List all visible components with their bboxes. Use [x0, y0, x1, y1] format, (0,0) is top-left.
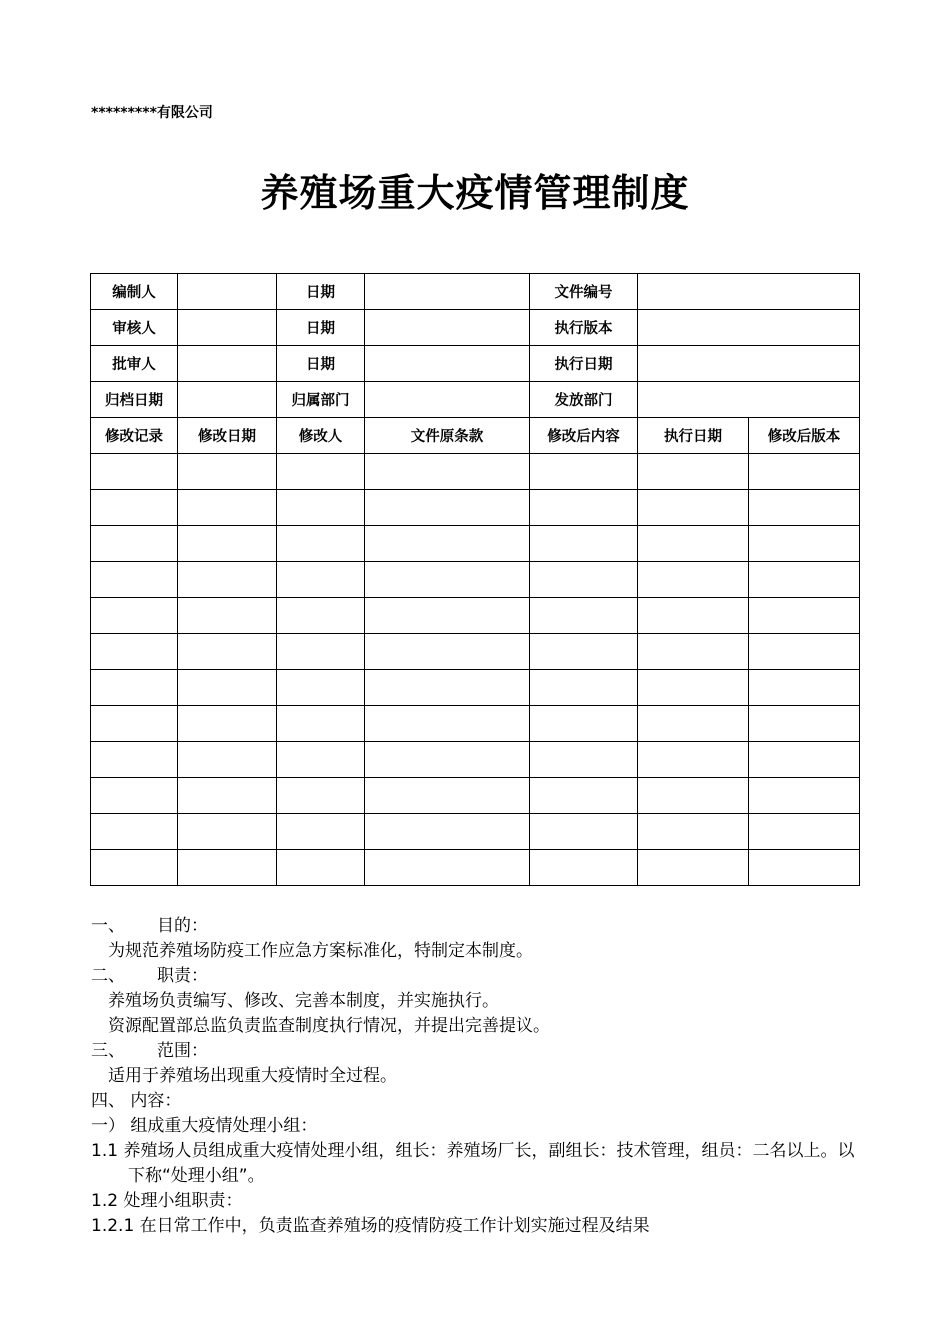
revision-cell [638, 634, 749, 670]
section-text: 为规范养殖场防疫工作应急方案标准化，特制定本制度。 [108, 941, 533, 961]
revision-cell [277, 526, 365, 562]
field-value [178, 274, 277, 310]
field-value [638, 274, 860, 310]
revision-cell [749, 598, 860, 634]
revision-cell [178, 526, 277, 562]
revision-cell [530, 598, 638, 634]
revision-cell [530, 706, 638, 742]
revision-cell [530, 778, 638, 814]
revision-row [91, 562, 860, 598]
table-header-cell: 修改日期 [178, 418, 277, 454]
header-row [91, 382, 860, 418]
revision-cell [749, 490, 860, 526]
revision-cell [749, 706, 860, 742]
revision-cell [365, 850, 530, 886]
header-row [91, 310, 860, 346]
revision-cell [530, 670, 638, 706]
revision-cell [91, 778, 178, 814]
revision-cell [365, 598, 530, 634]
revision-cell [530, 634, 638, 670]
revision-cell [365, 634, 530, 670]
field-value [638, 346, 860, 382]
revision-cell [178, 454, 277, 490]
revision-cell [638, 526, 749, 562]
revision-cell [91, 490, 178, 526]
revision-cell [178, 778, 277, 814]
revision-cell [749, 742, 860, 778]
section-text: 资源配置部总监负责监查制度执行情况，并提出完善提议。 [108, 1016, 550, 1036]
revision-cell [91, 814, 178, 850]
revision-row [91, 454, 860, 490]
revision-cell [277, 454, 365, 490]
revision-cell [638, 670, 749, 706]
revision-cell [178, 850, 277, 886]
revision-row [91, 598, 860, 634]
revision-cell [365, 454, 530, 490]
revision-cell [749, 526, 860, 562]
revision-cell [91, 850, 178, 886]
revision-cell [91, 526, 178, 562]
revision-row [91, 742, 860, 778]
revision-cell [178, 562, 277, 598]
field-label: 日期 [277, 274, 365, 310]
field-value [178, 382, 277, 418]
revision-cell [365, 490, 530, 526]
clause-text: 1.2.1 在日常工作中，负责监查养殖场的疫情防疫工作计划实施过程及结果 [91, 1216, 650, 1236]
field-value [365, 310, 530, 346]
section-heading: 三、 范围： [91, 1041, 208, 1061]
revision-cell [530, 814, 638, 850]
revision-cell [638, 454, 749, 490]
revision-cell [365, 742, 530, 778]
revision-cell [638, 490, 749, 526]
field-value [178, 346, 277, 382]
revision-cell [638, 562, 749, 598]
revision-cell [365, 526, 530, 562]
revision-cell [277, 814, 365, 850]
revision-cell [365, 778, 530, 814]
field-label: 归档日期 [91, 382, 178, 418]
field-label: 日期 [277, 346, 365, 382]
field-label: 日期 [277, 310, 365, 346]
revision-cell [749, 454, 860, 490]
revision-cell [365, 814, 530, 850]
revision-cell [277, 778, 365, 814]
field-label: 执行版本 [530, 310, 638, 346]
revision-cell [91, 598, 178, 634]
revision-cell [749, 778, 860, 814]
revision-cell [749, 634, 860, 670]
revision-row [91, 634, 860, 670]
revision-cell [365, 706, 530, 742]
document-control-table [90, 273, 860, 886]
revision-cell [277, 706, 365, 742]
revision-cell [749, 562, 860, 598]
section-heading: 四、 内容： [91, 1091, 182, 1111]
revision-cell [530, 454, 638, 490]
section-text: 养殖场负责编写、修改、完善本制度，并实施执行。 [108, 991, 499, 1011]
revision-cell [530, 490, 638, 526]
revision-cell [749, 670, 860, 706]
revision-cell [365, 670, 530, 706]
revision-cell [530, 850, 638, 886]
revision-cell [638, 742, 749, 778]
table-header-cell: 修改后内容 [530, 418, 638, 454]
table-header-cell: 修改后版本 [749, 418, 860, 454]
field-value [638, 310, 860, 346]
revision-cell [277, 634, 365, 670]
field-value [365, 382, 530, 418]
revision-cell [277, 742, 365, 778]
subsection-heading: 一） 组成重大疫情处理小组： [91, 1116, 318, 1136]
revision-cell [91, 742, 178, 778]
revision-cell [277, 490, 365, 526]
revision-row [91, 814, 860, 850]
revision-cell [178, 634, 277, 670]
revision-cell [178, 490, 277, 526]
revision-cell [91, 454, 178, 490]
revision-cell [530, 526, 638, 562]
section-text: 适用于养殖场出现重大疫情时全过程。 [108, 1066, 397, 1086]
document-body [91, 914, 861, 1239]
document-title: 养殖场重大疫情管理制度 [260, 171, 690, 215]
field-label: 归属部门 [277, 382, 365, 418]
revision-cell [277, 562, 365, 598]
field-label: 文件编号 [530, 274, 638, 310]
table-header-cell: 修改人 [277, 418, 365, 454]
revision-row [91, 850, 860, 886]
revision-cell [365, 562, 530, 598]
header-row [91, 274, 860, 310]
field-label: 执行日期 [530, 346, 638, 382]
company-name: *********有限公司 [91, 105, 213, 121]
revision-cell [638, 706, 749, 742]
revision-cell [277, 850, 365, 886]
header-row [91, 346, 860, 382]
field-value [178, 310, 277, 346]
clause-text: 1.2 处理小组职责： [91, 1191, 243, 1211]
section-heading: 一、 目的： [91, 916, 208, 936]
revision-cell [178, 814, 277, 850]
revision-row [91, 526, 860, 562]
revision-cell [530, 742, 638, 778]
section-heading: 二、 职责： [91, 966, 208, 986]
field-value [365, 274, 530, 310]
revision-header-row [91, 418, 860, 454]
revision-row [91, 670, 860, 706]
revision-cell [277, 670, 365, 706]
revision-cell [178, 706, 277, 742]
table-header-cell: 执行日期 [638, 418, 749, 454]
revision-cell [638, 778, 749, 814]
revision-cell [91, 634, 178, 670]
revision-row [91, 706, 860, 742]
revision-cell [178, 742, 277, 778]
revision-cell [178, 598, 277, 634]
clause-text: 1.1 养殖场人员组成重大疫情处理小组，组长：养殖场厂长，副组长：技术管理，组员：二名以上。以下称“处理小组”。 [91, 1141, 855, 1186]
field-label: 发放部门 [530, 382, 638, 418]
revision-cell [178, 670, 277, 706]
revision-cell [749, 814, 860, 850]
field-label: 编制人 [91, 274, 178, 310]
revision-cell [91, 562, 178, 598]
revision-cell [749, 850, 860, 886]
revision-cell [91, 670, 178, 706]
field-label: 批审人 [91, 346, 178, 382]
table-header-cell: 修改记录 [91, 418, 178, 454]
revision-cell [638, 814, 749, 850]
table-header-cell: 文件原条款 [365, 418, 530, 454]
revision-row [91, 778, 860, 814]
revision-cell [638, 598, 749, 634]
revision-cell [277, 598, 365, 634]
field-label: 审核人 [91, 310, 178, 346]
field-value [365, 346, 530, 382]
revision-cell [638, 850, 749, 886]
revision-cell [91, 706, 178, 742]
revision-row [91, 490, 860, 526]
field-value [638, 382, 860, 418]
revision-cell [530, 562, 638, 598]
